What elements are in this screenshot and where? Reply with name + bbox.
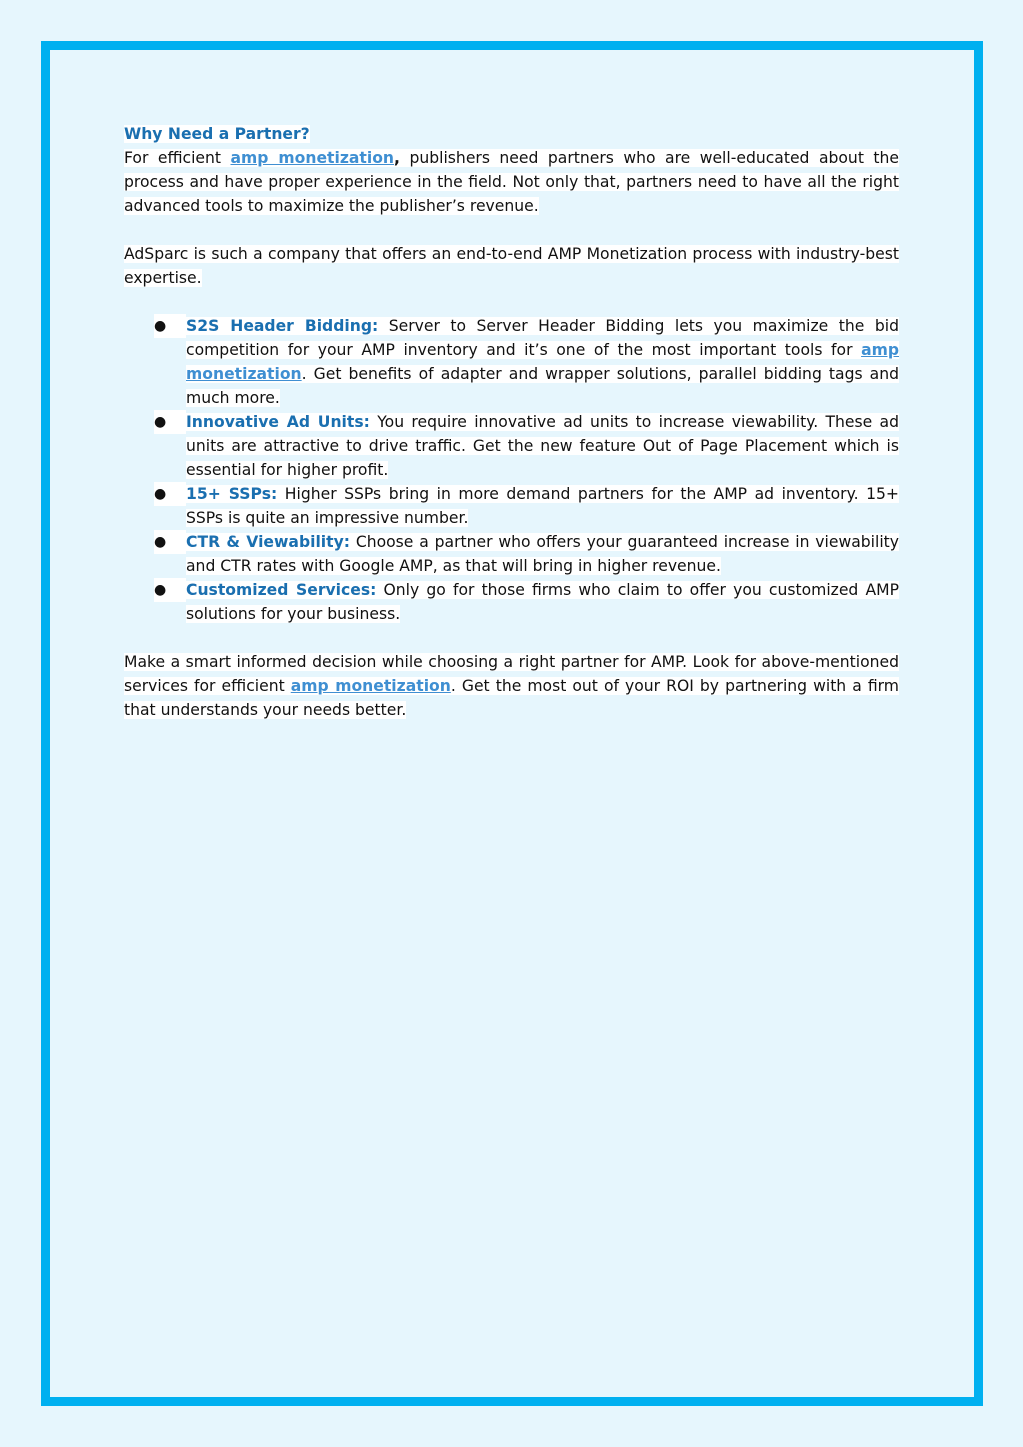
heading-text: Why Need a Partner? [124,125,310,143]
list-item [124,482,899,530]
intro-before: For efficient [124,149,231,167]
services-list [124,314,899,626]
list-item [124,530,899,578]
item-term: Customized Services: [186,581,377,599]
document-body [124,122,899,722]
item-text: Choose a partner who offers your guaranteed increase in viewability and CTR rates with Google AMP, as that will bring in higher revenue. [186,533,899,575]
bullet-icon: ● [154,482,186,506]
intro-comma: , [394,149,400,167]
amp-monetization-link[interactable]: amp monetization [230,149,395,167]
item-after: . Get benefits of adapter and wrapper solutions, parallel bidding tags and much more. [186,365,899,407]
section-heading [124,122,899,146]
item-text: Higher SSPs bring in more demand partners for the AMP ad inventory. 15+ SSPs is quite an impressive number. [186,485,899,527]
closing-after: . Get the most out of your ROI by partnering with a firm that understands your needs better. [124,677,899,719]
bullet-icon: ● [154,578,186,602]
item-text: Server to Server Header Bidding lets you maximize the bid competition for your AMP inventory and it’s one of the most important tools for [186,317,899,359]
amp-monetization-link[interactable]: amp monetization [186,341,899,383]
item-term: Innovative Ad Units: [186,413,370,431]
closing-before: Make a smart informed decision while choosing a right partner for AMP. Look for above-mentioned services for efficient [124,653,899,695]
closing-paragraph [124,650,899,722]
amp-monetization-link[interactable]: amp monetization [290,677,451,695]
adsparc-paragraph [124,242,899,290]
list-item [124,410,899,482]
bullet-icon: ● [154,314,186,338]
intro-paragraph [124,146,899,218]
bullet-icon: ● [154,530,186,554]
item-term: S2S Header Bidding: [186,317,379,335]
item-text: Only go for those firms who claim to offer you customized AMP solutions for your business. [186,581,899,623]
intro-after: publishers need partners who are well-educated about the process and have proper experience in the field. Not only that, partners need to have all the right advanced tools to maximize the publisher’s revenue. [124,149,900,215]
list-item [124,314,899,410]
adsparc-text: AdSparc is such a company that offers an end-to-end AMP Monetization process with industry-best expertise. [124,245,899,287]
list-item [124,578,899,626]
item-text: You require innovative ad units to increase viewability. These ad units are attractive to drive traffic. Get the new feature Out of Page Placement which is essential for higher profit. [186,413,899,479]
item-term: CTR & Viewability: [186,533,350,551]
item-term: 15+ SSPs: [186,485,278,503]
bullet-icon: ● [154,410,186,434]
